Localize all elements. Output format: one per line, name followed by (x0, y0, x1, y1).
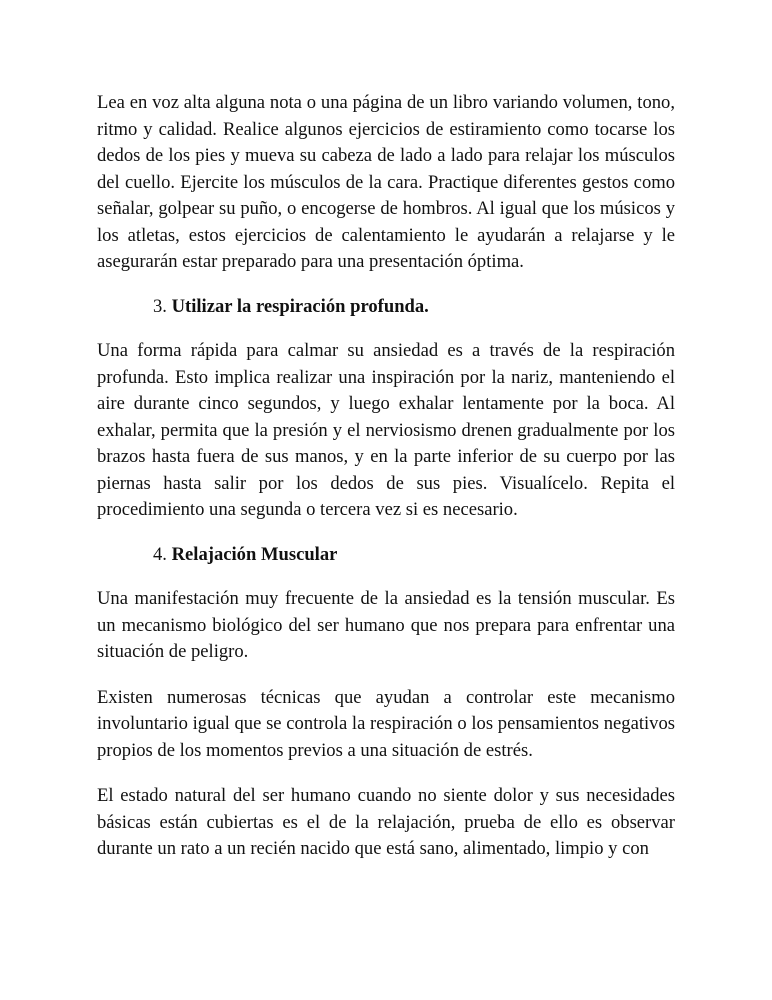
section-heading-deep-breathing (97, 294, 675, 321)
document-page (97, 90, 675, 863)
section-heading-muscle-relaxation (97, 542, 675, 569)
body-paragraph-warmup: Lea en voz alta alguna nota o una página de un libro variando volumen, tono, ritmo y calidad. Realice algunos ejercicios de estiramiento como tocarse los dedos de los pies y mueva su cabeza de lado a lado para relajar los músculos del cuello. Ejercite los músculos de la cara. Practique diferentes gestos como señalar, golpear su puño, o encogerse de hombros. Al igual que los músicos y los atletas, estos ejercicios de calentamiento le ayudarán a relajarse y le asegurarán estar preparado para una presentación óptima. (97, 92, 675, 272)
heading-number: 3. (153, 295, 167, 317)
body-paragraph-natural-state: El estado natural del ser humano cuando no siente dolor y sus necesidades básicas están cubiertas es el de la relajación, prueba de ello es observar durante un rato a un recién nacido que está sano, alimentado, limpio y con (97, 785, 675, 859)
body-paragraph-muscle-tension: Una manifestación muy frecuente de la ansiedad es la tensión muscular. Es un mecanismo biológico del ser humano que nos prepara para enfrentar una situación de peligro. (97, 588, 675, 662)
heading-title: Relajación Muscular (171, 543, 338, 565)
heading-number: 4. (153, 543, 167, 565)
heading-title: Utilizar la respiración profunda. (171, 295, 429, 317)
body-paragraph-techniques: Existen numerosas técnicas que ayudan a controlar este mecanismo involuntario igual que se controla la respiración o los pensamientos negativos propios de los momentos previos a una situación de estrés. (97, 686, 675, 761)
body-paragraph-breathing: Una forma rápida para calmar su ansiedad es a través de la respiración profunda. Esto implica realizar una inspiración por la nariz, manteniendo el aire durante cinco segundos, y luego exhalar lentamente por la boca. Al exhalar, permita que la presión y el nerviosismo drenen gradualmente por los brazos hasta fuera de sus manos, y en la parte inferior de su cuerpo por las piernas hasta salir por los dedos de sus pies. Visualícelo. Repita el procedimiento una segunda o tercera vez si es necesario. (97, 340, 675, 520)
